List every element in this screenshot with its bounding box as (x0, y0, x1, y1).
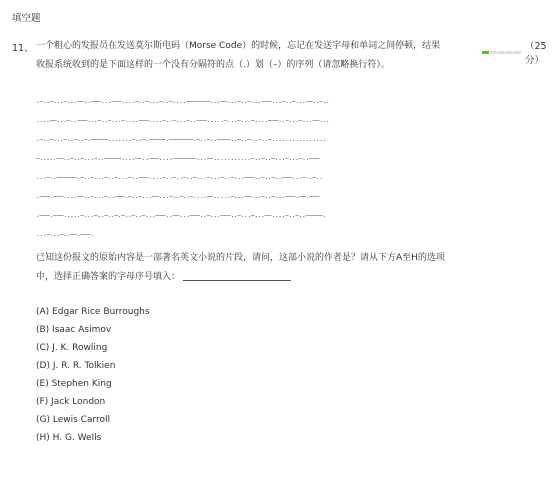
progress-segment (498, 51, 505, 54)
prompt-text: 已知这份报文的原始内容是一部著名英文小说的片段，请问，这部小说的作者是？请从下方A至H的选项中，选择正确答案的字母序号填入： (36, 253, 445, 282)
question-number: 11、 (12, 43, 34, 54)
option-a: (A) Edgar Rice Burroughs (36, 307, 150, 317)
morse-line: ...–..––––––.–..–...–..–...–..–––....–..–..–..–...–...–..–...–––..–..–..–––...–..–.. (36, 174, 323, 181)
answer-blank[interactable] (183, 270, 291, 281)
progress-segment (506, 51, 513, 54)
question-score: （25分） (525, 41, 547, 66)
question-text: 一个粗心的发报员在发送莫尔斯电码（Morse Code）的时候，忘记在发送字母和单词之间停顿，结果收报系统收到的是下面这样的一个没有分隔符的点（.）划（–）的序列（请忽略换行符）。 (36, 41, 441, 70)
option-f: (F) Jack London (36, 397, 106, 407)
progress-segment (482, 51, 489, 54)
morse-code-block (36, 92, 356, 244)
answer-prompt (36, 249, 456, 287)
option-c: (C) J. K. Rowling (36, 343, 108, 353)
morse-line: ....––...–..–––...–..–...–....–––....–..–...–..–––.....–...–...–....–––..–...–...––... (36, 117, 330, 124)
option-d: (D) J. R. R. Tolkien (36, 361, 116, 371)
option-b: (B) Isaac Asimov (36, 325, 112, 335)
option-e: (E) Stephen King (36, 379, 112, 389)
option-g: (G) Lewis Carroll (36, 415, 111, 425)
morse-line: .–––.–––.....–...–..–..–.–..–..–...–––..––...–––..–...–––..–...–...––....–..–..–––––. (36, 212, 327, 219)
morse-line: –.....––..–..–...–..–––––....––..–––....–––––––...––...........–..–..–...–...–..––– (36, 155, 320, 162)
morse-line: .–––.–––....––..–...–..–––.–..–...––...–..–..–....––.....–...––...–..–...–––.––.––– (36, 193, 320, 200)
option-h: (H) H. G. Wells (36, 433, 102, 443)
morse-line: .–..–...–..–..–.–––––.......–..–.–––––.–––––––.–..–..––––..–..–..–..–................ (36, 136, 327, 143)
score-indicator (482, 38, 560, 66)
answer-options (36, 303, 150, 447)
progress-segment (514, 51, 521, 54)
section-title: 填空题 (12, 13, 41, 24)
score-progress-bar (482, 51, 521, 54)
progress-segment (490, 51, 497, 54)
morse-line: .–..–...–...––..–––...–––....–..–...–..–....–––––––...––...–..–...–––...–..–...––..–.. (36, 98, 330, 105)
morse-line: ...–...–..––.–––. (36, 231, 95, 238)
